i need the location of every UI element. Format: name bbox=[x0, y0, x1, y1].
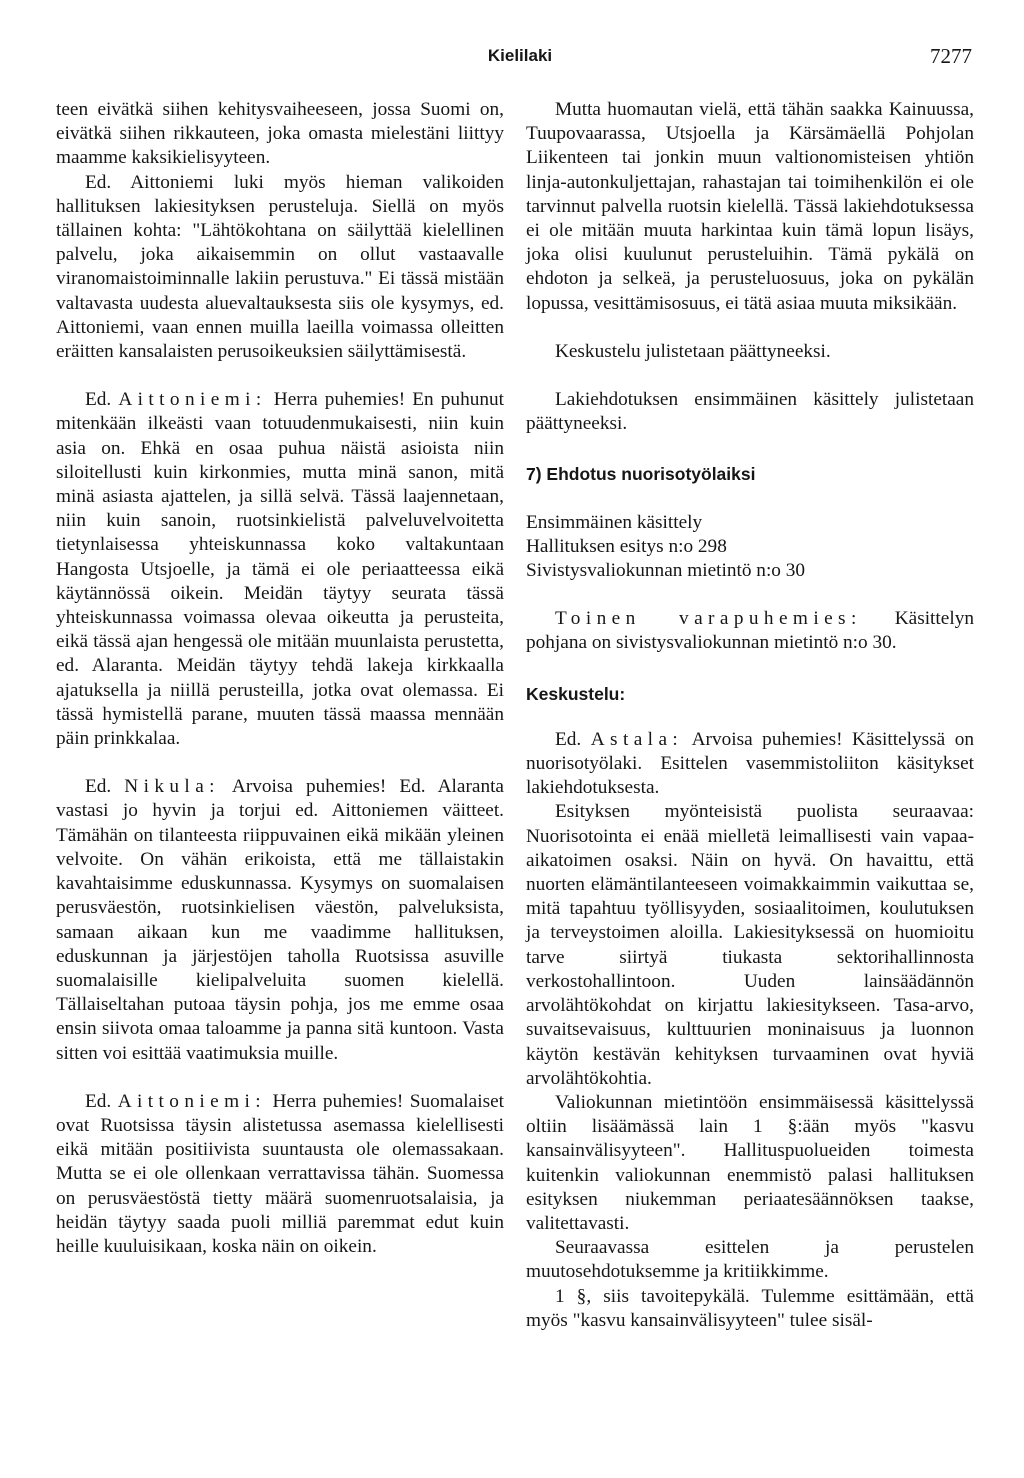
paragraph: Keskustelu julistetaan päättyneeksi. bbox=[554, 340, 831, 362]
speech-paragraph bbox=[56, 1090, 504, 1259]
speech-paragraph bbox=[56, 388, 504, 751]
speaker-prefix: Ed. bbox=[84, 389, 112, 411]
speaker-prefix: Ed. bbox=[84, 1090, 112, 1112]
reference-line: Hallituksen esitys n:o 298 bbox=[526, 535, 727, 557]
speech-paragraph bbox=[56, 775, 504, 1065]
speech-paragraph bbox=[526, 728, 974, 801]
speaker-name: Toinen varapuhemies: bbox=[554, 608, 862, 630]
speaker-name: Aittoniemi: bbox=[117, 1090, 267, 1112]
paragraph: Esityksen myönteisistä puolista seuraavaa: Nuorisotointa ei enää mielletä leimallisesti vain vapaa-aikatoimen osaksi. Näin on hyvä. On havaittu, että nuorten elämäntilanteeseen voimakkaimmin vaikuttaa se, mitä tapahtuu työllisyyden, sosiaalitoimen, koulutuksen ja terveystoimen aloilla. Lakiesityksessä on huomioitu tarve siirtyä tiukasta sektorihallinnosta verkostohallintoon. Uuden lainsäädännön arvolähtökohdat on kirjattu lakiesitykseen. Tasa-arvo, suvaitsevaisuus, kulttuurien moninaisuus ja luonnon käytön kestävän kehityksen turvaaminen ovat hyviä arvolähtökohtia. bbox=[526, 801, 974, 1089]
speaker-name: Astala: bbox=[590, 728, 684, 750]
paragraph: teen eivätkä siihen kehitysvaiheeseen, jossa Suomi on, eivätkä siihen rikkauteen, joka omasta mielestäni liittyy maamme kaksikielisyyteen. bbox=[56, 99, 504, 169]
paragraph: Lakiehdotuksen ensimmäinen käsittely julistetaan päättyneeksi. bbox=[526, 389, 974, 435]
left-column bbox=[56, 98, 504, 1259]
page-number: 7277 bbox=[930, 44, 972, 68]
speech-paragraph bbox=[526, 607, 974, 655]
section-heading: 7) Ehdotus nuorisotyölaiksi bbox=[526, 464, 756, 485]
speech-text: Herra puhemies! En puhunut mitenkään ilkeästi vaan totuudenmukaisesti, niin kuin asia on. Ehkä en osaa puhua näistä asioista niin siloitellusti kuin kirkonmies, mutta minä sanon, mitä minä asiasta ajattelen, ja sillä selvä. Tässä laajennetaan, niin kuin sanoin, ruotsinkielistä palveluvelvoitetta tietynlaisessa yhteiskunnassa koko valtakuntaan Hangosta Utsjoelle, ja tämä ei ole periaatteessa eikä käytännössä oikein. Meidän täytyy seurata tässä yhteiskunnassa voimassa olevaa oikeutta ja perusteita, eikä tässä ajan hengessä ole mitään muunlaista perustetta, ed. Alaranta. Meidän täytyy tehdä lakeja kirkkaalla ajatuksella ja niillä perusteilla, jotka ovat olemassa. Ei tässä hymistellä parane, muuten tässä maassa mennään päin prinkkalaa. bbox=[56, 389, 504, 750]
speech-text: Käsittelyn pohjana on sivistysvaliokunnan mietintö n:o 30. bbox=[526, 608, 974, 654]
reference-list bbox=[526, 511, 974, 584]
reference-line: Ensimmäinen käsittely bbox=[526, 511, 703, 533]
paragraph: Valiokunnan mietintöön ensimmäisessä käsittelyssä oltiin lisäämässä lain 1 §:ään myös "kasvu kansainvälisyyteen". Hallituspuolueiden toimesta kuitenkin valiokunnan enemmistö palasi hallituksen esityksen niukemman periaatesäännöksen taakse, valitettavasti. bbox=[526, 1091, 974, 1234]
paragraph: Ed. Aittoniemi luki myös hieman valikoiden hallituksen lakiesityksen perusteluja. Siellä on myös tällainen kohta: "Lähtökohtana on säilyttää kielellinen palvelu, joka aikaisemmin on ollut vastaavalle viranomaistoiminnalle lakiin perustuva." Ei tässä mistään valtavasta uudesta aluevaltauksesta siis ole kysymys, ed. Aittoniemi, vaan ennen muilla laeilla voimassa olleitten eräitten kansalaisten perusoikeuksien säilyttämisestä. bbox=[56, 171, 504, 363]
speech-text: Arvoisa puhemies! Ed. Alaranta vastasi jo hyvin ja torjui ed. Aittoniemen väitteet. Tämähän on tilanteesta riippuvainen eikä mikään yleinen velvoite. On vähän erikoista, että me tällaistakin kavahtaisimme eduskunnassa. Kysymys on suomalaisen perusväestön, ruotsinkielisen väestön, palveluksista, samaan aikaan kun me vaadimme hallituksen, eduskunnan ja järjestöjen taholla Ruotsissa asuville suomalaisille kielipalveluita suomen kielellä. Tällaiseltahan putoaa täysin pohja, jos me emme osaa ensin siivota omaa taloamme ja panna sitä kuntoon. Vasta sitten voi esittää vaatimuksia muille. bbox=[56, 776, 504, 1064]
speaker-prefix: Ed. bbox=[554, 728, 582, 750]
speaker-prefix: Ed. bbox=[84, 776, 112, 798]
paragraph: Mutta huomautan vielä, että tähän saakka Kainuussa, Tuupovaarassa, Utsjoella ja Kärsämäellä Pohjolan Liikenteen tai jonkin muun valtionomisteisen yhtiön linja-autonkuljettajan, rahastajan tai toimihenkilön ei ole tarvinnut palvella ruotsin kielellä. Tässä lakiehdotuksessa ei ole mitään muuta harkintaa kuin tämä lopun lisäys, joka olisi kuulunut perusteluihin. Tämä pykälä on ehdoton ja selkeä, ja perusteluosuus, joka on pykälän lopussa, vesittämisosuus, ei tätä asiaa muuta miksikään. bbox=[526, 99, 974, 314]
reference-line: Sivistysvaliokunnan mietintö n:o 30 bbox=[526, 560, 806, 582]
discussion-heading: Keskustelu: bbox=[526, 683, 626, 704]
paragraph: 1 §, siis tavoitepykälä. Tulemme esittämään, että myös "kasvu kansainvälisyyteen" tulee sisäl- bbox=[526, 1285, 974, 1331]
speaker-name: Aittoniemi: bbox=[118, 389, 267, 411]
speaker-name: Nikula: bbox=[124, 776, 220, 798]
speech-text: Arvoisa puhemies! Käsittelyssä on nuorisotyölaki. Esittelen vasemmistoliiton käsitykset lakiehdotuksesta. bbox=[526, 728, 974, 799]
right-column bbox=[526, 98, 974, 1333]
speech-text: Herra puhemies! Suomalaiset ovat Ruotsissa täysin alistetussa asemassa kielellisesti eikä mitään positiivista suuntausta ole olemassakaan. Mutta se ei ole ollenkaan verrattavissa tähän. Suomessa on perusväestöstä tietty määrä suomenruotsalaisia, ja heidän täytyy saada puoli milliä paremmat edut kuin heille kuuluisikaan, koska näin on oikein. bbox=[56, 1090, 504, 1257]
running-header-title: Kielilaki bbox=[487, 46, 553, 65]
paragraph: Seuraavassa esittelen ja perustelen muutosehdotuksemme ja kritiikkimme. bbox=[526, 1237, 974, 1283]
